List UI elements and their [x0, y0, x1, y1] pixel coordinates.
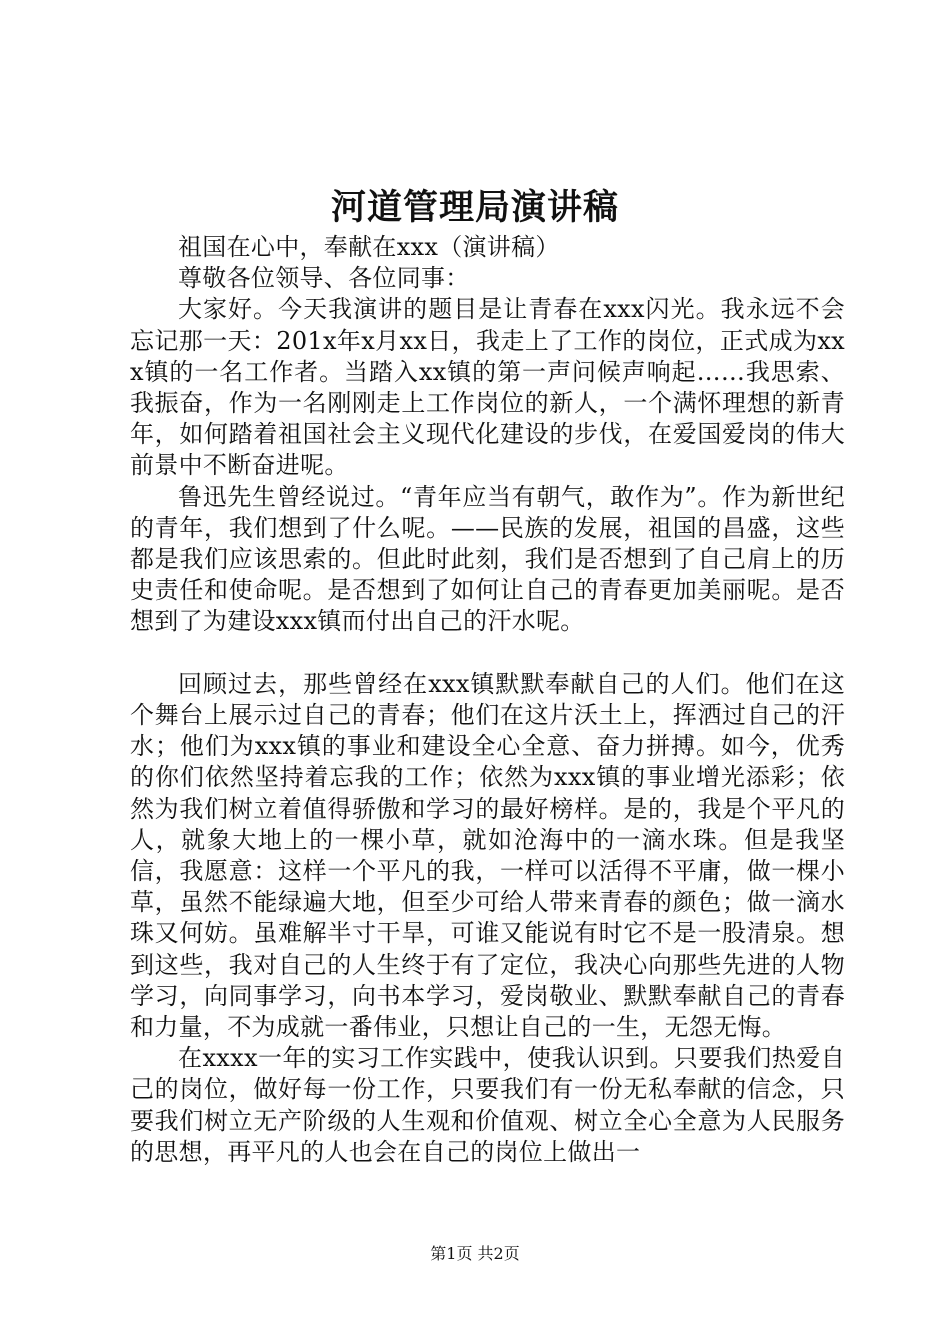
paragraph-spacer — [130, 638, 845, 669]
body-paragraph: 大家好。今天我演讲的题目是让青春在xxx闪光。我永远不会忘记那一天：201x年x月xx日，我走上了工作的岗位，正式成为xxx镇的一名工作者。当踏入xx镇的第一声问候声响起……我思索、我振奋，作为一名刚刚走上工作岗位的新人，一个满怀理想的新青年，如何踏着祖国社会主义现代化建设的步伐，在爱国爱岗的伟大前景中不断奋进呢。 — [130, 295, 845, 480]
page-footer: 第1页 共2页 — [430, 1244, 520, 1263]
body-paragraph: 回顾过去，那些曾经在xxx镇默默奉献自己的人们。他们在这个舞台上展示过自己的青春；他们在这片沃土上，挥洒过自己的汗水；他们为xxx镇的事业和建设全心全意、奋力拼搏。如今，优秀的你们依然坚持着忘我的工作；依然为xxx镇的事业增光添彩；依然为我们树立着值得骄傲和学习的最好榜样。是的，我是个平凡的人，就象大地上的一棵小草，就如沧海中的一滴水珠。但是我坚信，我愿意：这样一个平凡的我，一样可以活得不平庸，做一棵小草，虽然不能绿遍大地，但至少可给人带来青春的颜色；做一滴水珠又何妨。虽难解半寸干旱，可谁又能说有时它不是一股清泉。想到这些，我对自己的人生终于有了定位，我决心向那些先进的人物学习，向同事学习，向书本学习，爱岗敬业、默默奉献自己的青春和力量，不为成就一番伟业，只想让自己的一生，无怨无悔。 — [130, 669, 845, 1042]
salutation-paragraph: 尊敬各位领导、各位同事： — [178, 264, 470, 293]
body-paragraph: 在xxxx一年的实习工作实践中，使我认识到。只要我们热爱自己的岗位，做好每一份工作，只要我们有一份无私奉献的信念，只要我们树立无产阶级的人生观和价值观、树立全心全意为人民服务的思想，再平凡的人也会在自己的岗位上做出一 — [130, 1044, 845, 1166]
document-body — [130, 232, 845, 1168]
subtitle-paragraph: 祖国在心中，奉献在xxx（演讲稿） — [178, 233, 560, 261]
body-paragraph: 鲁迅先生曾经说过。“青年应当有朝气，敢作为”。作为新世纪的青年，我们想到了什么呢。——民族的发展，祖国的昌盛，这些都是我们应该思索的。但此时此刻，我们是否想到了自己肩上的历史责任和使命呢。是否想到了如何让自己的青春更加美丽呢。是否想到了为建设xxx镇而付出自己的汗水呢。 — [130, 482, 845, 636]
document-title: 河道管理局演讲稿 — [330, 187, 619, 228]
